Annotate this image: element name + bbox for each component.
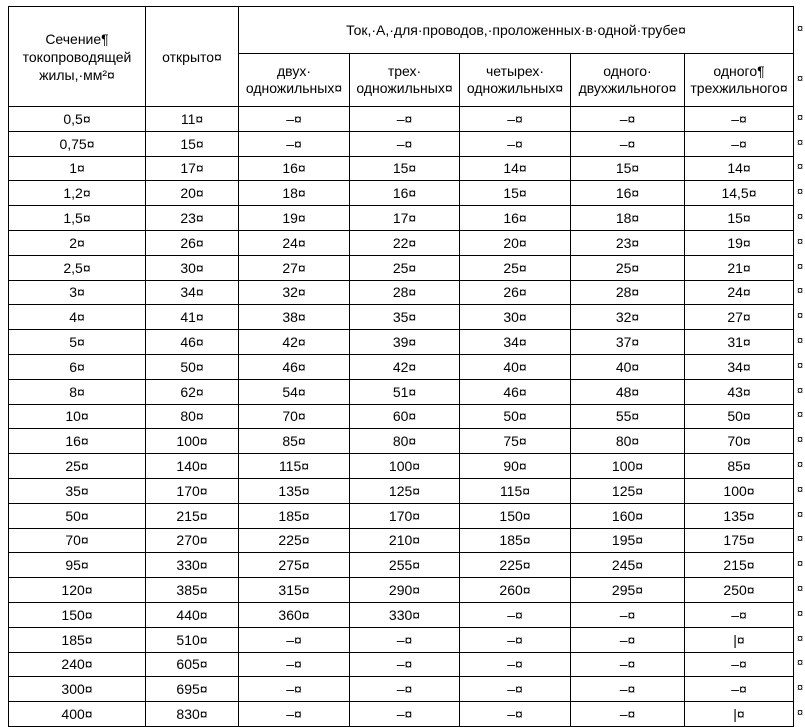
cell-value: –¤ — [685, 131, 794, 156]
end-of-row-mark: ¤ — [797, 483, 804, 496]
cell-value: 15¤ — [460, 181, 571, 206]
cell-value: 14¤ — [460, 156, 571, 181]
cell-open: 100¤ — [146, 429, 239, 454]
cell-value: 42¤ — [239, 330, 350, 355]
header-group: Ток,·А,·для·проводов,·проложенных·в·одной·трубе¤ — [239, 7, 794, 54]
cell-open: 215¤ — [146, 503, 239, 528]
cell-value: 24¤ — [239, 230, 350, 255]
cell-value: 31¤ — [685, 330, 794, 355]
cell-value: 25¤ — [460, 255, 571, 280]
cell-value: 25¤ — [350, 255, 460, 280]
cell-value: 170¤ — [350, 503, 460, 528]
cell-value: –¤ — [350, 107, 460, 132]
cell-value: 330¤ — [350, 602, 460, 627]
end-of-row-mark: ¤ — [797, 384, 804, 397]
cell-value: –¤ — [239, 131, 350, 156]
end-of-row-mark: ¤ — [797, 707, 804, 720]
cell-open: 330¤ — [146, 553, 239, 578]
cell-value: 27¤ — [239, 255, 350, 280]
cell-open: 30¤ — [146, 255, 239, 280]
cell-value: 225¤ — [239, 528, 350, 553]
cell-open: 17¤ — [146, 156, 239, 181]
cell-value: 14¤ — [685, 156, 794, 181]
end-of-row-mark: ¤ — [797, 508, 804, 521]
cell-value: 19¤ — [685, 230, 794, 255]
cell-value: 43¤ — [685, 379, 794, 404]
table-row — [9, 478, 794, 503]
cell-open: 170¤ — [146, 478, 239, 503]
cell-value: 35¤ — [350, 305, 460, 330]
cell-open: 695¤ — [146, 677, 239, 702]
cell-value: –¤ — [460, 677, 571, 702]
table-row — [9, 379, 794, 404]
cell-value: 25¤ — [571, 255, 685, 280]
cell-open: 140¤ — [146, 454, 239, 479]
cell-open: 26¤ — [146, 230, 239, 255]
cell-value: 125¤ — [571, 478, 685, 503]
cell-value: 34¤ — [685, 354, 794, 379]
header-sub-three-single: трех· одножильных¤ — [350, 54, 460, 107]
end-of-row-mark: ¤ — [797, 632, 804, 645]
cell-value: 30¤ — [460, 305, 571, 330]
end-of-row-mark: ¤ — [797, 682, 804, 695]
cell-value: –¤ — [571, 702, 685, 727]
cell-open: 11¤ — [146, 107, 239, 132]
cell-value: 40¤ — [460, 354, 571, 379]
cell-value: –¤ — [239, 627, 350, 652]
table-row — [9, 330, 794, 355]
table-body — [9, 107, 794, 727]
cell-open: 41¤ — [146, 305, 239, 330]
cell-section: 16¤ — [9, 429, 146, 454]
cell-value: 50¤ — [685, 404, 794, 429]
table-row — [9, 627, 794, 652]
cell-section: 0,5¤ — [9, 107, 146, 132]
cell-value: 17¤ — [350, 206, 460, 231]
cell-value: 34¤ — [460, 330, 571, 355]
table-row — [9, 652, 794, 677]
cell-value: 32¤ — [571, 305, 685, 330]
cell-section: 70¤ — [9, 528, 146, 553]
table-row — [9, 677, 794, 702]
cell-value: 75¤ — [460, 429, 571, 454]
header-sub-four-single: четырех· одножильных¤ — [460, 54, 571, 107]
cell-value: –¤ — [685, 602, 794, 627]
cell-section: 4¤ — [9, 305, 146, 330]
cell-value: 15¤ — [571, 156, 685, 181]
table-row — [9, 454, 794, 479]
cell-section: 2,5¤ — [9, 255, 146, 280]
end-of-row-mark: ¤ — [797, 335, 804, 348]
cell-value: 16¤ — [239, 156, 350, 181]
header-section: Сечение¶ токопроводящей жилы,·мм²¤ — [9, 7, 146, 107]
cell-section: 50¤ — [9, 503, 146, 528]
cell-value: 195¤ — [571, 528, 685, 553]
cell-value: 160¤ — [571, 503, 685, 528]
cell-value: 185¤ — [239, 503, 350, 528]
cell-value: 135¤ — [685, 503, 794, 528]
cell-section: 6¤ — [9, 354, 146, 379]
cell-section: 2¤ — [9, 230, 146, 255]
end-of-row-mark: ¤ — [797, 161, 804, 174]
end-of-row-mark: ¤ — [797, 111, 804, 124]
cell-value: –¤ — [571, 677, 685, 702]
cell-value: –¤ — [239, 702, 350, 727]
cell-value: –¤ — [460, 702, 571, 727]
cell-section: 3¤ — [9, 280, 146, 305]
cell-value: 40¤ — [571, 354, 685, 379]
cell-value: 42¤ — [350, 354, 460, 379]
cell-value: 32¤ — [239, 280, 350, 305]
cell-value: 90¤ — [460, 454, 571, 479]
cell-value: 16¤ — [350, 181, 460, 206]
table-row — [9, 230, 794, 255]
table-row — [9, 578, 794, 603]
end-of-row-mark: ¤ — [797, 23, 804, 35]
table-row — [9, 107, 794, 132]
table-row — [9, 280, 794, 305]
cell-section: 1,2¤ — [9, 181, 146, 206]
cell-value: –¤ — [350, 627, 460, 652]
cell-value: |¤ — [685, 702, 794, 727]
cell-value: –¤ — [460, 131, 571, 156]
cell-open: 46¤ — [146, 330, 239, 355]
cell-value: –¤ — [460, 652, 571, 677]
cell-open: 440¤ — [146, 602, 239, 627]
cell-section: 25¤ — [9, 454, 146, 479]
cell-section: 0,75¤ — [9, 131, 146, 156]
cell-value: 46¤ — [460, 379, 571, 404]
cell-value: 16¤ — [571, 181, 685, 206]
end-of-row-mark: ¤ — [797, 533, 804, 546]
cell-value: –¤ — [685, 107, 794, 132]
cell-value: –¤ — [239, 677, 350, 702]
cell-value: 125¤ — [350, 478, 460, 503]
header-open: открыто¤ — [146, 7, 239, 107]
cell-value: 38¤ — [239, 305, 350, 330]
cell-value: 360¤ — [239, 602, 350, 627]
header-sub-one-two-core: одного· двухжильного¤ — [571, 54, 685, 107]
table-row — [9, 131, 794, 156]
table-row — [9, 255, 794, 280]
cell-value: 39¤ — [350, 330, 460, 355]
cell-value: 50¤ — [460, 404, 571, 429]
cell-open: 270¤ — [146, 528, 239, 553]
end-of-row-mark: ¤ — [797, 260, 804, 273]
current-table — [8, 6, 794, 727]
end-of-row-mark: ¤ — [797, 409, 804, 422]
end-of-row-mark: ¤ — [797, 211, 804, 224]
cell-open: 830¤ — [146, 702, 239, 727]
cell-open: 385¤ — [146, 578, 239, 603]
cell-value: 70¤ — [239, 404, 350, 429]
cell-value: 295¤ — [571, 578, 685, 603]
cell-value: –¤ — [350, 652, 460, 677]
end-of-row-mark: ¤ — [797, 310, 804, 323]
cell-open: 34¤ — [146, 280, 239, 305]
cell-value: 315¤ — [239, 578, 350, 603]
cell-value: 51¤ — [350, 379, 460, 404]
cell-value: 100¤ — [350, 454, 460, 479]
cell-section: 95¤ — [9, 553, 146, 578]
cell-value: –¤ — [685, 677, 794, 702]
table-row — [9, 503, 794, 528]
cell-value: 245¤ — [571, 553, 685, 578]
table-row — [9, 602, 794, 627]
cell-section: 300¤ — [9, 677, 146, 702]
end-of-row-mark: ¤ — [797, 657, 804, 670]
cell-value: –¤ — [350, 131, 460, 156]
cell-value: –¤ — [460, 602, 571, 627]
cell-value: 18¤ — [571, 206, 685, 231]
table-row — [9, 702, 794, 727]
table-row — [9, 429, 794, 454]
end-of-row-mark: ¤ — [797, 583, 804, 596]
cell-value: 100¤ — [685, 478, 794, 503]
cell-value: 210¤ — [350, 528, 460, 553]
cell-value: –¤ — [571, 107, 685, 132]
end-of-row-mark: ¤ — [797, 136, 804, 149]
cell-section: 240¤ — [9, 652, 146, 677]
cell-value: –¤ — [685, 652, 794, 677]
end-of-row-mark: ¤ — [797, 607, 804, 620]
cell-value: –¤ — [460, 627, 571, 652]
cell-value: 225¤ — [460, 553, 571, 578]
cell-value: 175¤ — [685, 528, 794, 553]
cell-section: 185¤ — [9, 627, 146, 652]
cell-value: 150¤ — [460, 503, 571, 528]
cell-value: 115¤ — [460, 478, 571, 503]
cell-value: 48¤ — [571, 379, 685, 404]
cell-value: 255¤ — [350, 553, 460, 578]
cell-value: 15¤ — [685, 206, 794, 231]
cell-section: 5¤ — [9, 330, 146, 355]
table-row — [9, 206, 794, 231]
cell-value: 70¤ — [685, 429, 794, 454]
cell-value: 55¤ — [571, 404, 685, 429]
end-of-row-mark: ¤ — [797, 558, 804, 571]
cell-value: 22¤ — [350, 230, 460, 255]
cell-value: –¤ — [350, 677, 460, 702]
end-of-row-mark: ¤ — [797, 359, 804, 372]
cell-value: 85¤ — [239, 429, 350, 454]
cell-section: 120¤ — [9, 578, 146, 603]
cell-value: –¤ — [571, 652, 685, 677]
end-of-row-mark: ¤ — [797, 459, 804, 472]
cell-value: 185¤ — [460, 528, 571, 553]
cell-value: 85¤ — [685, 454, 794, 479]
cell-value: 37¤ — [571, 330, 685, 355]
cell-open: 80¤ — [146, 404, 239, 429]
cell-section: 35¤ — [9, 478, 146, 503]
cell-section: 10¤ — [9, 404, 146, 429]
cell-value: 215¤ — [685, 553, 794, 578]
cell-value: 290¤ — [350, 578, 460, 603]
cell-value: 46¤ — [239, 354, 350, 379]
cell-value: |¤ — [685, 627, 794, 652]
cell-value: 19¤ — [239, 206, 350, 231]
cell-value: 54¤ — [239, 379, 350, 404]
cell-value: 135¤ — [239, 478, 350, 503]
cell-value: –¤ — [460, 107, 571, 132]
cell-value: 250¤ — [685, 578, 794, 603]
end-of-row-mark: ¤ — [797, 73, 804, 85]
end-of-row-mark: ¤ — [797, 285, 804, 298]
cell-open: 23¤ — [146, 206, 239, 231]
end-of-row-mark: ¤ — [797, 235, 804, 248]
cell-value: 18¤ — [239, 181, 350, 206]
cell-open: 20¤ — [146, 181, 239, 206]
cell-value: –¤ — [571, 131, 685, 156]
cell-value: 16¤ — [460, 206, 571, 231]
end-of-row-mark: ¤ — [797, 434, 804, 447]
cell-value: 100¤ — [571, 454, 685, 479]
cell-value: –¤ — [239, 652, 350, 677]
cell-value: 260¤ — [460, 578, 571, 603]
cell-open: 50¤ — [146, 354, 239, 379]
cell-open: 62¤ — [146, 379, 239, 404]
cell-value: 80¤ — [571, 429, 685, 454]
table-row — [9, 305, 794, 330]
cell-value: 28¤ — [571, 280, 685, 305]
cell-value: 24¤ — [685, 280, 794, 305]
cell-open: 605¤ — [146, 652, 239, 677]
cell-open: 510¤ — [146, 627, 239, 652]
table-row — [9, 156, 794, 181]
cell-value: 21¤ — [685, 255, 794, 280]
cell-value: 28¤ — [350, 280, 460, 305]
cell-value: –¤ — [571, 627, 685, 652]
right-border-line — [793, 6, 794, 727]
end-of-row-mark: ¤ — [797, 186, 804, 199]
table-row — [9, 528, 794, 553]
cell-value: 14,5¤ — [685, 181, 794, 206]
cell-value: 15¤ — [350, 156, 460, 181]
cell-value: 26¤ — [460, 280, 571, 305]
table-row — [9, 181, 794, 206]
table-row — [9, 553, 794, 578]
cell-section: 400¤ — [9, 702, 146, 727]
cell-section: 150¤ — [9, 602, 146, 627]
table-row — [9, 354, 794, 379]
cell-value: –¤ — [239, 107, 350, 132]
cell-value: 80¤ — [350, 429, 460, 454]
header-sub-one-three-core: одного¶ трехжильного¤ — [685, 54, 794, 107]
cell-section: 8¤ — [9, 379, 146, 404]
cell-value: 27¤ — [685, 305, 794, 330]
table-row — [9, 404, 794, 429]
cell-open: 15¤ — [146, 131, 239, 156]
cell-value: 115¤ — [239, 454, 350, 479]
cell-section: 1¤ — [9, 156, 146, 181]
cell-value: 23¤ — [571, 230, 685, 255]
cell-value: 60¤ — [350, 404, 460, 429]
cell-value: 275¤ — [239, 553, 350, 578]
cell-value: 20¤ — [460, 230, 571, 255]
cell-section: 1,5¤ — [9, 206, 146, 231]
cell-value: –¤ — [571, 602, 685, 627]
header-sub-two-single: двух· одножильных¤ — [239, 54, 350, 107]
cell-value: –¤ — [350, 702, 460, 727]
